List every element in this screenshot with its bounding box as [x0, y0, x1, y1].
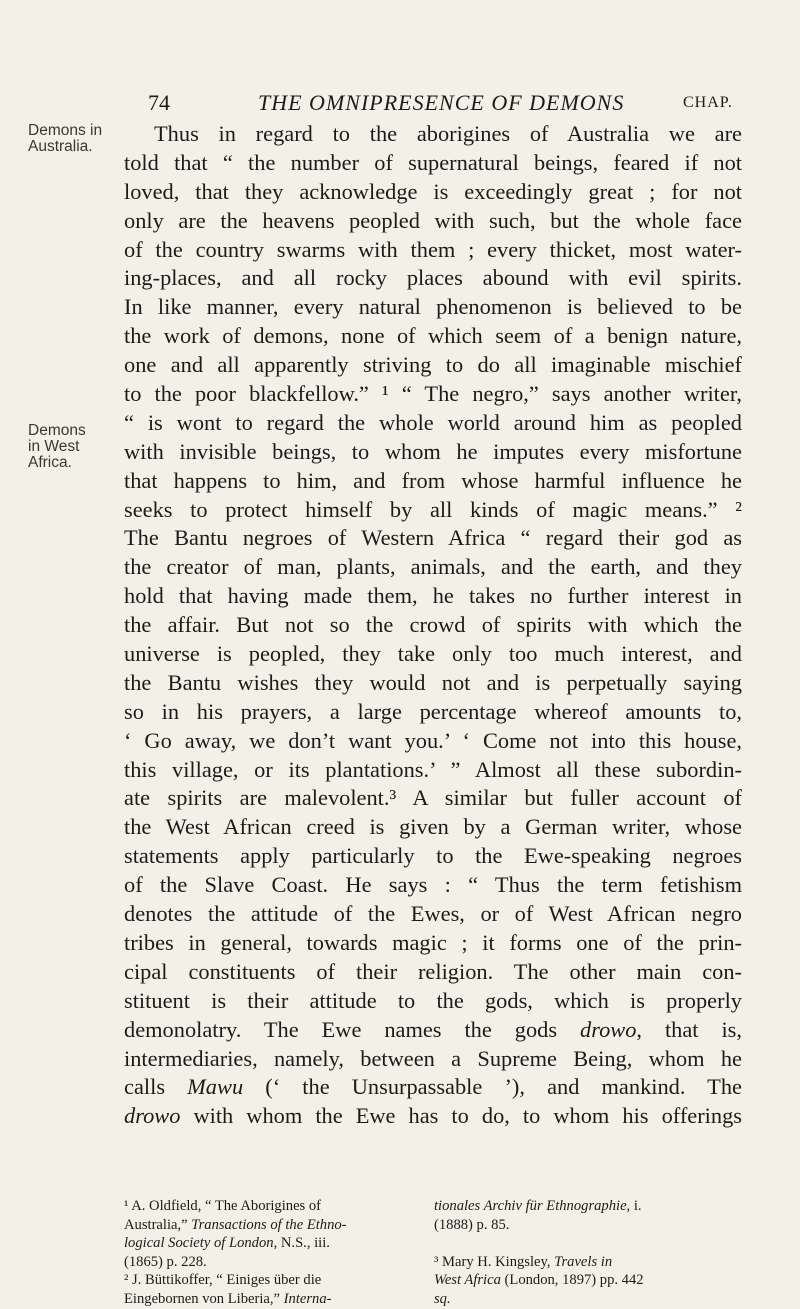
text-line: ‘ Go away, we don’t want you.’ ‘ Come not into this house,	[124, 727, 742, 753]
footnote-line: tionales Archiv für Ethnographie, i.	[434, 1198, 642, 1214]
text-line: seeks to protect himself by all kinds of magic means.” ²	[124, 496, 742, 522]
text-line: only are the heavens peopled with such, but the whole face	[124, 207, 742, 233]
text-line: Thus in regard to the aborigines of Australia we are	[154, 121, 742, 146]
margin-note-line: Demons in	[28, 122, 103, 139]
footnote-line: logical Society of London, N.S., iii.	[124, 1235, 330, 1252]
text-line: of the Slave Coast. He says : “ Thus the term fetishism	[124, 872, 742, 898]
footnotes-left-column	[124, 1197, 416, 1309]
footnote-line: ³ Mary H. Kingsley, Travels in	[434, 1253, 613, 1270]
body-text	[124, 120, 742, 1131]
text-line: told that “ the number of supernatural beings, feared if not	[124, 149, 742, 175]
footnote-line: Eingebornen von Liberia,” Interna-	[124, 1290, 332, 1307]
running-title: THE OMNIPRESENCE OF DEMONS	[258, 90, 625, 115]
margin-note-australia	[28, 123, 112, 155]
text-line: calls Mawu (‘ the Unsurpassable ’), and mankind. The	[124, 1074, 742, 1100]
text-line: so in his prayers, a large percentage whereof amounts to,	[124, 698, 742, 724]
text-line: universe is peopled, they take only too much interest, and	[124, 641, 742, 667]
text-line: ing-places, and all rocky places abound with evil spirits.	[124, 265, 742, 291]
text-line: “ is wont to regard the whole world around him as peopled	[124, 409, 742, 435]
text-line: of the country swarms with them ; every thicket, most water-	[124, 236, 742, 262]
footnote-line: ² J. Büttikoffer, “ Einiges über die	[124, 1272, 322, 1289]
margin-note-line: Africa.	[28, 454, 72, 471]
footnote-line: West Africa (London, 1897) pp. 442	[434, 1272, 644, 1289]
text-line: cipal constituents of their religion. The other main con-	[124, 958, 742, 984]
text-line: one and all apparently striving to do all imaginable mischief	[124, 352, 742, 378]
text-line: denotes the attitude of the Ewes, or of West African negro	[124, 901, 742, 927]
footnote-line: sq.	[434, 1290, 451, 1307]
margin-note-west-africa	[28, 423, 112, 471]
footnote-line: ¹ A. Oldfield, “ The Aborigines of	[124, 1198, 322, 1214]
text-line: the Bantu wishes they would not and is perpetually saying	[124, 669, 742, 695]
text-line: this village, or its plantations.’ ” Almost all these subordin-	[124, 756, 742, 782]
text-line: demonolatry. The Ewe names the gods drowo, that is,	[124, 1016, 742, 1042]
text-line: drowo with whom the Ewe has to do, to whom his offerings	[124, 1103, 742, 1129]
text-line: to the poor blackfellow.” ¹ “ The negro,” says another writer,	[124, 381, 742, 407]
footnote-line: Australia,” Transactions of the Ethno-	[124, 1216, 347, 1233]
text-line: In like manner, every natural phenomenon is believed to be	[124, 294, 742, 320]
footnote-line	[434, 1234, 744, 1253]
text-line: the creator of man, plants, animals, and the earth, and they	[124, 554, 742, 580]
text-line: intermediaries, namely, between a Supreme Being, whom he	[124, 1045, 742, 1071]
footnotes-right-column	[434, 1197, 744, 1309]
page-header	[0, 90, 800, 120]
footnote-line: (1865) p. 228.	[124, 1253, 207, 1270]
margin-note-line: Demons	[28, 422, 86, 439]
text-line: tribes in general, towards magic ; it forms one of the prin-	[124, 929, 742, 955]
chapter-marker: CHAP.	[683, 94, 733, 111]
footnote-line: (1888) p. 85.	[434, 1216, 510, 1233]
text-line: with invisible beings, to whom he imputes every misfortune	[124, 438, 742, 464]
text-line: stituent is their attitude to the gods, which is properly	[124, 987, 742, 1013]
page-number: 74	[148, 90, 170, 115]
margin-note-line: in West	[28, 438, 80, 455]
text-line: statements apply particularly to the Ewe-speaking negroes	[124, 843, 742, 869]
text-line: the West African creed is given by a German writer, whose	[124, 814, 742, 840]
text-line: the affair. But not so the crowd of spirits with which the	[124, 612, 742, 638]
text-line: ate spirits are malevolent.³ A similar but fuller account of	[124, 785, 742, 811]
margin-note-line: Australia.	[28, 138, 93, 155]
text-line: loved, that they acknowledge is exceedingly great ; for not	[124, 178, 742, 204]
text-line: The Bantu negroes of Western Africa “ regard their god as	[124, 525, 742, 551]
text-line: the work of demons, none of which seem of a benign nature,	[124, 323, 742, 349]
text-line: hold that having made them, he takes no further interest in	[124, 583, 742, 609]
text-line: that happens to him, and from whose harmful influence he	[124, 467, 742, 493]
